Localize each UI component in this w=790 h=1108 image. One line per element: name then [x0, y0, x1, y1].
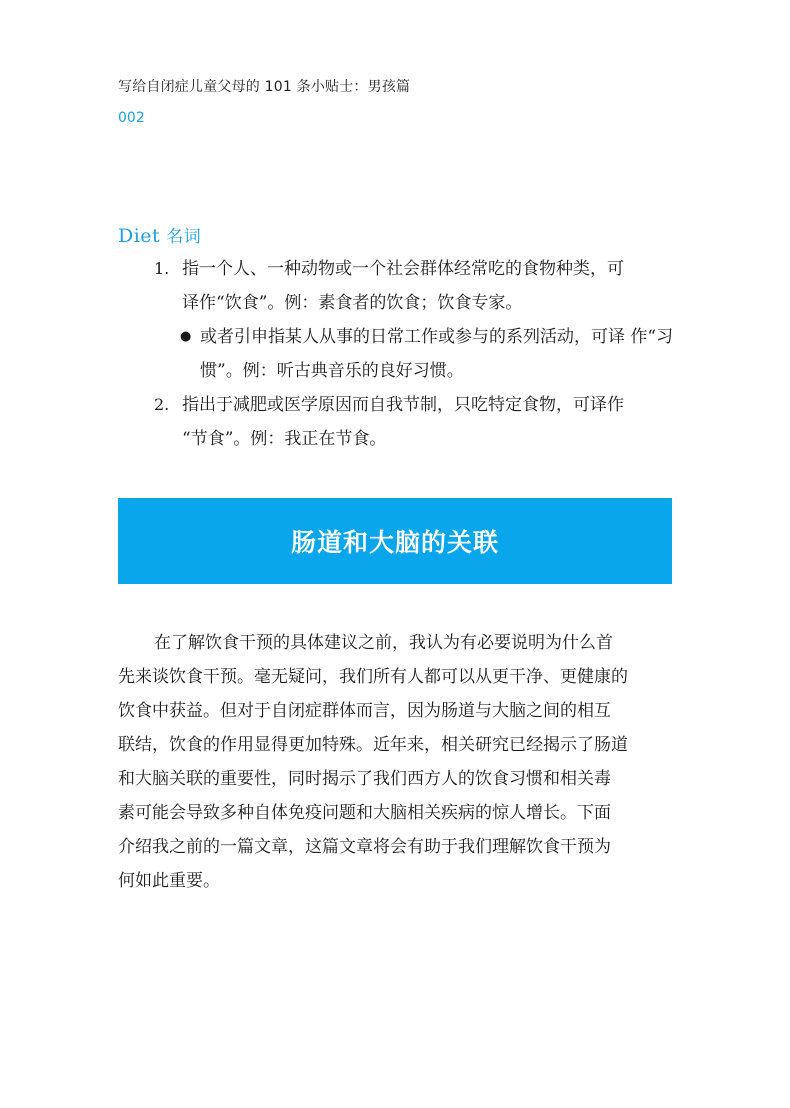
bullet-icon: ●	[180, 329, 192, 344]
definition-line: 指一个人、一种动物或一个社会群体经常吃的食物种类，可	[182, 259, 624, 279]
definition-list	[118, 252, 674, 456]
definition-number: 2.	[154, 395, 170, 414]
definition-item	[118, 388, 674, 456]
paragraph-line: 介绍我之前的一篇文章，这篇文章将会有助于我们理解饮食干预为	[118, 837, 611, 857]
paragraph-line: 素可能会导致多种自体免疫问题和大脑相关疾病的惊人增长。下面	[118, 803, 611, 823]
sub-definition-item	[118, 320, 674, 388]
section-title: 肠道和大脑的关联	[290, 528, 499, 557]
section-banner	[118, 498, 672, 584]
sub-definition-line: 作“习惯”。例：听古典音乐的良好习惯。	[200, 327, 674, 381]
running-header: 写给自闭症儿童父母的 101 条小贴士：男孩篇	[118, 79, 411, 95]
term-heading	[118, 222, 201, 247]
paragraph-line: 和大脑关联的重要性，同时揭示了我们西方人的饮食习惯和相关毒	[118, 769, 611, 789]
definition-line: 指出于减肥或医学原因而自我节制，只吃特定食物，可译作	[182, 395, 624, 415]
page-number: 002	[118, 110, 145, 126]
paragraph-line: 联结，饮食的作用显得更加特殊。近年来，相关研究已经揭示了肠道	[118, 735, 628, 755]
sub-definition-line: 或者引申指某人从事的日常工作或参与的系列活动，可译	[200, 327, 625, 347]
term-word: Diet	[118, 225, 161, 247]
paragraph-line: 何如此重要。	[118, 871, 220, 891]
definition-item	[118, 252, 674, 320]
definition-line: 译作“饮食”。例：素食者的饮食；饮食专家。	[182, 293, 523, 313]
body-paragraph	[118, 626, 674, 898]
part-of-speech: 名词	[166, 227, 202, 247]
paragraph-line: 饮食中获益。但对于自闭症群体而言，因为肠道与大脑之间的相互	[118, 701, 611, 721]
paragraph-line: 先来谈饮食干预。毫无疑问，我们所有人都可以从更干净、更健康的	[118, 667, 628, 687]
definition-number: 1.	[154, 259, 170, 278]
definition-line: “节食”。例：我正在节食。	[182, 429, 387, 449]
paragraph-line: 在了解饮食干预的具体建议之前，我认为有必要说明为什么首	[154, 633, 613, 653]
